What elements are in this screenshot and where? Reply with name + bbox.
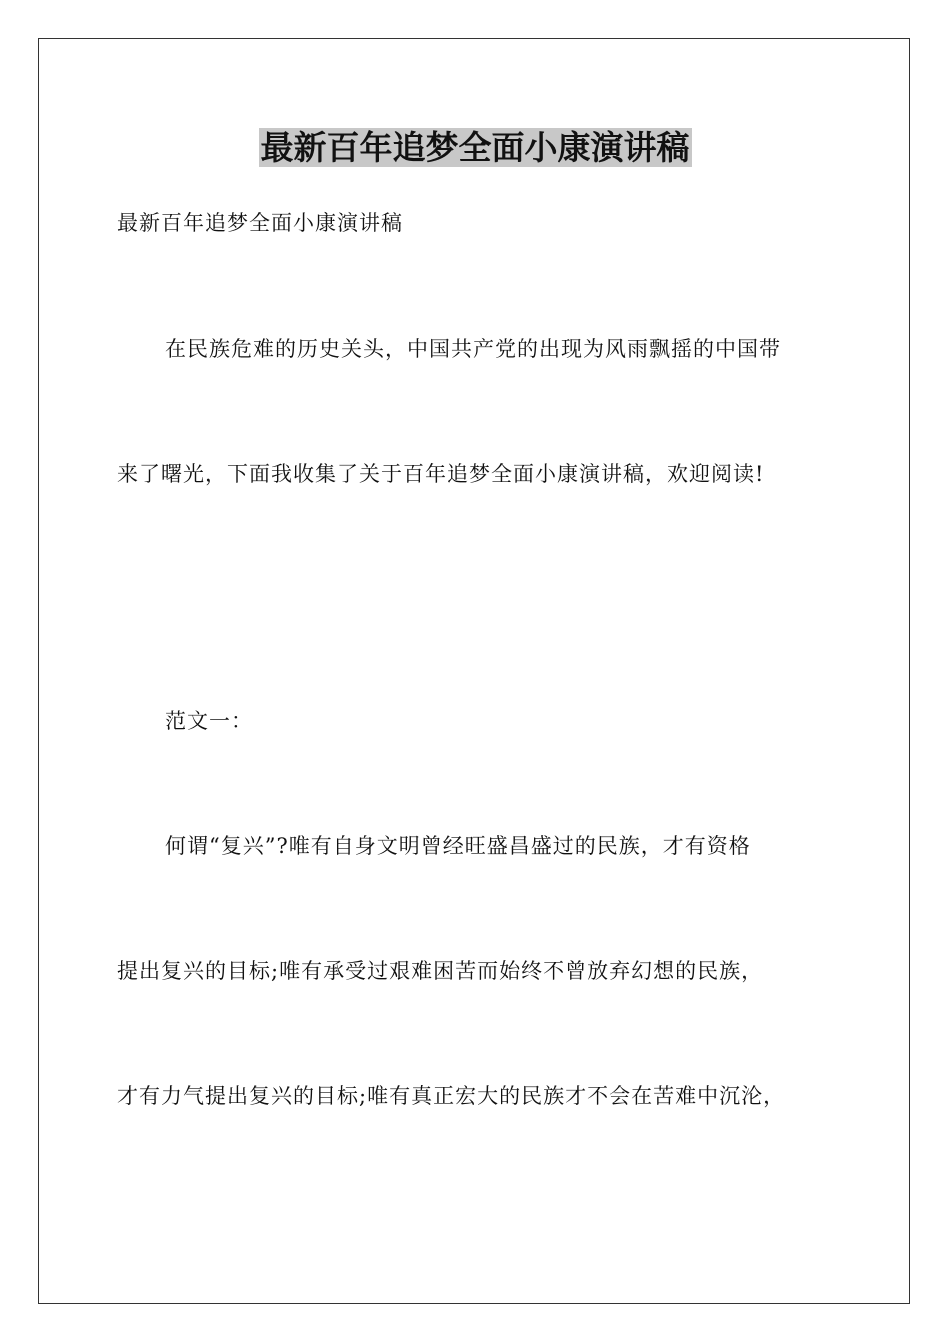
- paragraph-line-1: 在民族危难的历史关头，中国共产党的出现为风雨飘摇的中国带: [165, 337, 781, 361]
- document-title: [0, 126, 950, 170]
- paragraph-line-3: 何谓“复兴”?唯有自身文明曾经旺盛昌盛过的民族，才有资格: [165, 834, 751, 858]
- document-title-text: 最新百年追梦全面小康演讲稿: [260, 128, 690, 167]
- document-subtitle: 最新百年追梦全面小康演讲稿: [117, 211, 403, 235]
- paragraph-line-2: 来了曙光，下面我收集了关于百年追梦全面小康演讲稿，欢迎阅读!: [117, 462, 765, 486]
- paragraph-line-5: 才有力气提出复兴的目标;唯有真正宏大的民族才不会在苦难中沉沦，: [117, 1084, 786, 1108]
- paragraph-line-4: 提出复兴的目标;唯有承受过艰难困苦而始终不曾放弃幻想的民族，: [117, 959, 764, 983]
- section-heading: 范文一：: [165, 709, 253, 733]
